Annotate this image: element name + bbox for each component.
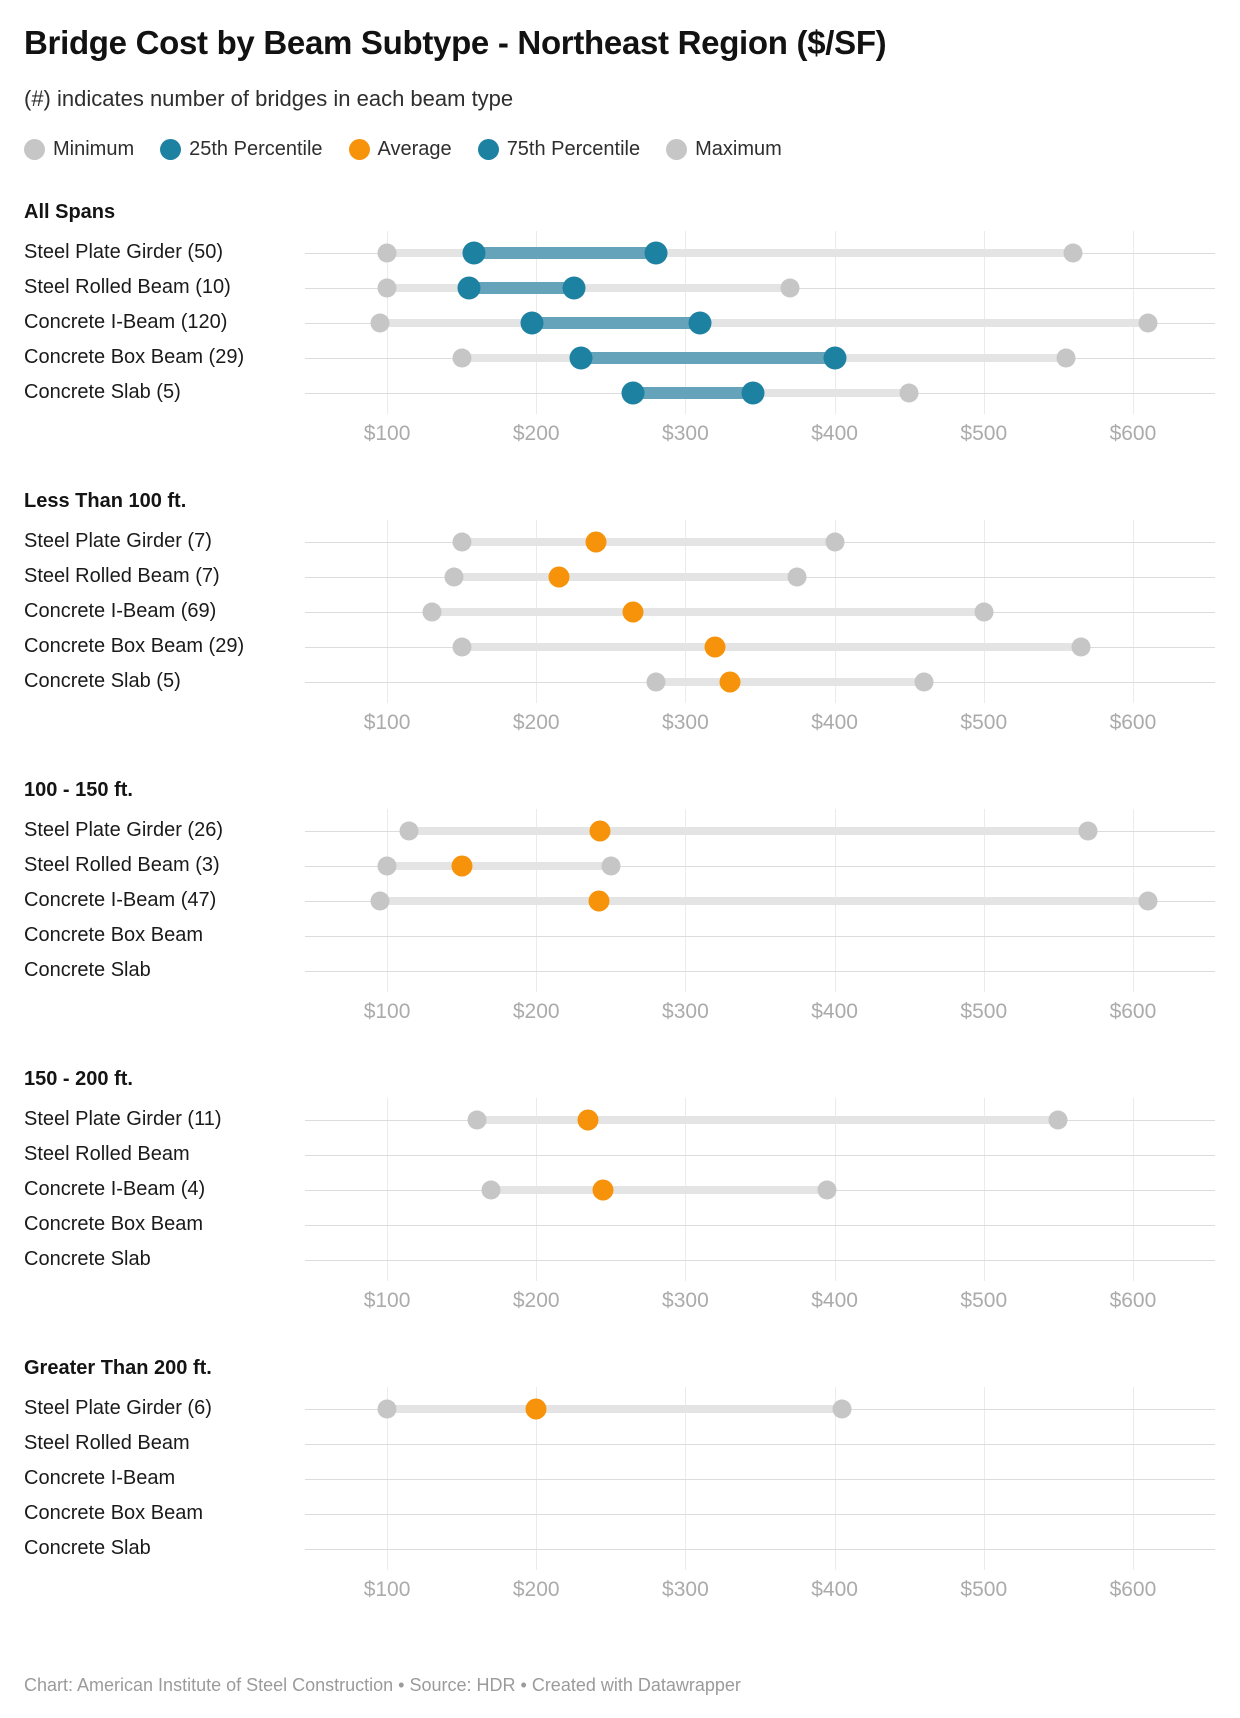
x-axis xyxy=(305,699,1215,743)
row-label: Steel Rolled Beam (7) xyxy=(24,565,220,587)
row-plot xyxy=(305,1461,1215,1496)
average-dot xyxy=(588,890,609,911)
p75-dot xyxy=(823,346,846,369)
maximum-dot xyxy=(825,532,844,551)
legend-label: 25th Percentile xyxy=(189,138,323,160)
row-plot xyxy=(305,524,1215,559)
minimum-dot xyxy=(370,313,389,332)
minimum-dot xyxy=(378,278,397,297)
x-axis xyxy=(305,1277,1215,1321)
row-plot xyxy=(305,1102,1215,1137)
legend-item xyxy=(160,138,322,161)
row-label: Concrete Slab (5) xyxy=(24,381,181,403)
row-plot xyxy=(305,1172,1215,1207)
row-baseline xyxy=(305,1444,1215,1445)
table-row xyxy=(0,1172,1240,1207)
average-dot xyxy=(548,566,569,587)
minimum-dot xyxy=(467,1110,486,1129)
table-row xyxy=(0,340,1240,375)
row-plot xyxy=(305,953,1215,988)
section-title: All Spans xyxy=(24,201,116,223)
section-rows xyxy=(0,235,1240,410)
axis-tick-label: $300 xyxy=(662,1289,709,1312)
row-label: Concrete Box Beam xyxy=(24,1502,203,1524)
row-baseline xyxy=(305,1549,1215,1550)
axis-tick-label: $500 xyxy=(960,1578,1008,1601)
table-row xyxy=(0,1496,1240,1531)
maximum-dot xyxy=(1049,1110,1068,1129)
section-body xyxy=(0,235,1240,454)
table-row xyxy=(0,1242,1240,1277)
min-max-range-bar xyxy=(380,319,1148,327)
row-plot xyxy=(305,1426,1215,1461)
average-dot xyxy=(593,1179,614,1200)
row-plot xyxy=(305,340,1215,375)
table-row xyxy=(0,629,1240,664)
legend-label: 75th Percentile xyxy=(506,138,641,160)
minimum-dot xyxy=(646,672,665,691)
axis-tick-label: $400 xyxy=(811,1578,858,1601)
section-rows xyxy=(0,524,1240,699)
min-max-range-bar xyxy=(409,827,1088,835)
maximum-dot xyxy=(818,1180,837,1199)
row-plot xyxy=(305,375,1215,410)
table-row xyxy=(0,524,1240,559)
row-label: Concrete Slab xyxy=(24,1248,151,1270)
row-label: Concrete Box Beam (29) xyxy=(24,635,245,657)
axis-tick-label: $300 xyxy=(662,1578,709,1601)
legend-dot-icon xyxy=(666,139,687,160)
section-150-200-ft xyxy=(0,1064,1240,1321)
row-label: Concrete I-Beam (4) xyxy=(24,1178,206,1200)
axis-tick-label: $200 xyxy=(512,711,560,734)
row-label: Concrete Slab xyxy=(24,959,151,981)
p75-dot xyxy=(689,311,712,334)
row-plot xyxy=(305,848,1215,883)
table-row xyxy=(0,1531,1240,1566)
table-row xyxy=(0,1137,1240,1172)
legend-dot-icon xyxy=(349,139,370,160)
legend xyxy=(24,138,1216,161)
chart-subtitle: (#) indicates number of bridges in each beam type xyxy=(24,86,514,111)
row-label: Concrete Box Beam xyxy=(24,1213,203,1235)
legend-item xyxy=(24,138,134,161)
quartile-range-bar xyxy=(469,282,573,294)
maximum-dot xyxy=(788,567,807,586)
p25-dot xyxy=(622,381,645,404)
section-body xyxy=(0,1391,1240,1610)
p25-dot xyxy=(520,311,543,334)
average-dot xyxy=(623,601,644,622)
maximum-dot xyxy=(833,1399,852,1418)
legend-item xyxy=(349,138,452,161)
row-label: Concrete Slab xyxy=(24,1537,151,1559)
quartile-range-bar xyxy=(581,352,835,364)
row-plot xyxy=(305,1391,1215,1426)
table-row xyxy=(0,848,1240,883)
average-dot xyxy=(590,820,611,841)
row-label: Steel Rolled Beam (10) xyxy=(24,276,231,298)
axis-tick-label: $600 xyxy=(1109,1578,1157,1601)
x-axis xyxy=(305,1566,1215,1610)
row-plot xyxy=(305,664,1215,699)
minimum-dot xyxy=(452,532,471,551)
quartile-range-bar xyxy=(633,387,752,399)
axis-tick-label: $100 xyxy=(363,1578,411,1601)
maximum-dot xyxy=(601,856,620,875)
legend-dot-icon xyxy=(24,139,45,160)
p75-dot xyxy=(741,381,764,404)
average-dot xyxy=(451,855,472,876)
table-row xyxy=(0,953,1240,988)
axis-tick-label: $400 xyxy=(811,422,858,445)
table-row xyxy=(0,664,1240,699)
section-less-than-100-ft xyxy=(0,486,1240,743)
average-dot xyxy=(578,1109,599,1130)
table-row xyxy=(0,1391,1240,1426)
axis-tick-label: $400 xyxy=(811,711,858,734)
table-row xyxy=(0,1426,1240,1461)
maximum-dot xyxy=(974,602,993,621)
row-label: Concrete I-Beam xyxy=(24,1467,176,1489)
maximum-dot xyxy=(1138,313,1157,332)
axis-tick-label: $600 xyxy=(1109,1000,1157,1023)
row-label: Steel Rolled Beam xyxy=(24,1432,190,1454)
table-row xyxy=(0,1102,1240,1137)
table-row xyxy=(0,813,1240,848)
row-label: Concrete Slab (5) xyxy=(24,670,181,692)
legend-item xyxy=(478,138,640,161)
row-label: Concrete Box Beam (29) xyxy=(24,346,245,368)
maximum-dot xyxy=(1079,821,1098,840)
chart-title: Bridge Cost by Beam Subtype - Northeast Region ($/SF) xyxy=(24,24,887,61)
min-max-range-bar xyxy=(387,284,790,292)
average-dot xyxy=(720,671,741,692)
row-plot xyxy=(305,1137,1215,1172)
section-greater-than-200-ft xyxy=(0,1353,1240,1610)
section-rows xyxy=(0,1102,1240,1277)
table-row xyxy=(0,305,1240,340)
minimum-dot xyxy=(378,856,397,875)
row-label: Concrete I-Beam (69) xyxy=(24,600,217,622)
min-max-range-bar xyxy=(432,608,984,616)
table-row xyxy=(0,270,1240,305)
min-max-range-bar xyxy=(462,538,835,546)
p25-dot xyxy=(462,241,485,264)
section-title: Greater Than 200 ft. xyxy=(24,1357,212,1379)
axis-tick-label: $100 xyxy=(363,711,411,734)
axis-tick-label: $500 xyxy=(960,1289,1008,1312)
axis-tick-label: $600 xyxy=(1109,711,1157,734)
minimum-dot xyxy=(445,567,464,586)
axis-tick-label: $300 xyxy=(662,422,709,445)
p75-dot xyxy=(644,241,667,264)
footer-attribution: Chart: American Institute of Steel Construction • Source: HDR • Created with Datawrapper xyxy=(24,1675,741,1695)
row-plot xyxy=(305,594,1215,629)
section-body xyxy=(0,1102,1240,1321)
minimum-dot xyxy=(400,821,419,840)
chart-sections xyxy=(0,197,1240,1610)
row-plot xyxy=(305,1242,1215,1277)
p25-dot xyxy=(458,276,481,299)
min-max-range-bar xyxy=(380,897,1148,905)
table-row xyxy=(0,375,1240,410)
legend-label: Minimum xyxy=(53,138,135,160)
min-max-range-bar xyxy=(387,862,611,870)
row-plot xyxy=(305,918,1215,953)
x-axis xyxy=(305,410,1215,454)
maximum-dot xyxy=(1071,637,1090,656)
minimum-dot xyxy=(378,243,397,262)
row-plot xyxy=(305,1207,1215,1242)
minimum-dot xyxy=(378,1399,397,1418)
section-100-150-ft xyxy=(0,775,1240,1032)
axis-tick-label: $600 xyxy=(1109,1289,1157,1312)
maximum-dot xyxy=(1064,243,1083,262)
row-baseline xyxy=(305,1260,1215,1261)
maximum-dot xyxy=(1138,891,1157,910)
row-plot xyxy=(305,270,1215,305)
minimum-dot xyxy=(370,891,389,910)
min-max-range-bar xyxy=(387,1405,842,1413)
row-plot xyxy=(305,1531,1215,1566)
min-max-range-bar xyxy=(477,1116,1059,1124)
row-baseline xyxy=(305,1225,1215,1226)
row-baseline xyxy=(305,936,1215,937)
average-dot xyxy=(585,531,606,552)
minimum-dot xyxy=(422,602,441,621)
axis-tick-label: $200 xyxy=(512,422,560,445)
table-row xyxy=(0,1461,1240,1496)
axis-tick-label: $200 xyxy=(512,1000,560,1023)
row-label: Steel Plate Girder (26) xyxy=(24,819,223,841)
average-dot xyxy=(705,636,726,657)
row-label: Steel Plate Girder (50) xyxy=(24,241,223,263)
min-max-range-bar xyxy=(656,678,925,686)
section-all-spans xyxy=(0,197,1240,454)
legend-dot-icon xyxy=(478,139,499,160)
row-label: Steel Plate Girder (7) xyxy=(24,530,212,552)
row-plot xyxy=(305,235,1215,270)
axis-tick-label: $500 xyxy=(960,422,1008,445)
row-label: Concrete I-Beam (120) xyxy=(24,311,228,333)
minimum-dot xyxy=(452,348,471,367)
average-dot xyxy=(526,1398,547,1419)
section-body xyxy=(0,813,1240,1032)
table-row xyxy=(0,235,1240,270)
minimum-dot xyxy=(482,1180,501,1199)
section-rows xyxy=(0,1391,1240,1566)
row-label: Concrete I-Beam (47) xyxy=(24,889,217,911)
row-baseline xyxy=(305,1514,1215,1515)
min-max-range-bar xyxy=(462,643,1081,651)
axis-tick-label: $100 xyxy=(363,1000,411,1023)
row-label: Steel Rolled Beam (3) xyxy=(24,854,220,876)
axis-tick-label: $600 xyxy=(1109,422,1157,445)
table-row xyxy=(0,918,1240,953)
row-plot xyxy=(305,813,1215,848)
row-plot xyxy=(305,883,1215,918)
maximum-dot xyxy=(915,672,934,691)
maximum-dot xyxy=(780,278,799,297)
row-baseline xyxy=(305,971,1215,972)
axis-tick-label: $300 xyxy=(662,1000,709,1023)
section-body xyxy=(0,524,1240,743)
row-baseline xyxy=(305,1155,1215,1156)
legend-label: Maximum xyxy=(695,138,782,160)
row-plot xyxy=(305,1496,1215,1531)
legend-item xyxy=(666,138,782,161)
axis-tick-label: $500 xyxy=(960,1000,1008,1023)
section-title: Less Than 100 ft. xyxy=(24,490,187,512)
axis-tick-label: $400 xyxy=(811,1000,858,1023)
axis-tick-label: $500 xyxy=(960,711,1008,734)
table-row xyxy=(0,559,1240,594)
axis-tick-label: $400 xyxy=(811,1289,858,1312)
axis-tick-label: $100 xyxy=(363,1289,411,1312)
maximum-dot xyxy=(1056,348,1075,367)
legend-label: Average xyxy=(377,138,452,160)
axis-tick-label: $300 xyxy=(662,711,709,734)
row-plot xyxy=(305,559,1215,594)
section-title: 150 - 200 ft. xyxy=(24,1068,133,1090)
quartile-range-bar xyxy=(532,317,701,329)
row-label: Concrete Box Beam xyxy=(24,924,203,946)
axis-tick-label: $200 xyxy=(512,1289,560,1312)
maximum-dot xyxy=(900,383,919,402)
axis-tick-label: $200 xyxy=(512,1578,560,1601)
table-row xyxy=(0,883,1240,918)
row-label: Steel Plate Girder (6) xyxy=(24,1397,212,1419)
table-row xyxy=(0,1207,1240,1242)
row-plot xyxy=(305,305,1215,340)
axis-tick-label: $100 xyxy=(363,422,411,445)
min-max-range-bar xyxy=(491,1186,827,1194)
section-rows xyxy=(0,813,1240,988)
row-label: Steel Rolled Beam xyxy=(24,1143,190,1165)
table-row xyxy=(0,594,1240,629)
minimum-dot xyxy=(452,637,471,656)
row-label: Steel Plate Girder (11) xyxy=(24,1108,222,1130)
legend-dot-icon xyxy=(160,139,181,160)
quartile-range-bar xyxy=(474,247,656,259)
row-plot xyxy=(305,629,1215,664)
p75-dot xyxy=(562,276,585,299)
section-title: 100 - 150 ft. xyxy=(24,779,133,801)
min-max-range-bar xyxy=(454,573,797,581)
x-axis xyxy=(305,988,1215,1032)
row-baseline xyxy=(305,1479,1215,1480)
p25-dot xyxy=(569,346,592,369)
